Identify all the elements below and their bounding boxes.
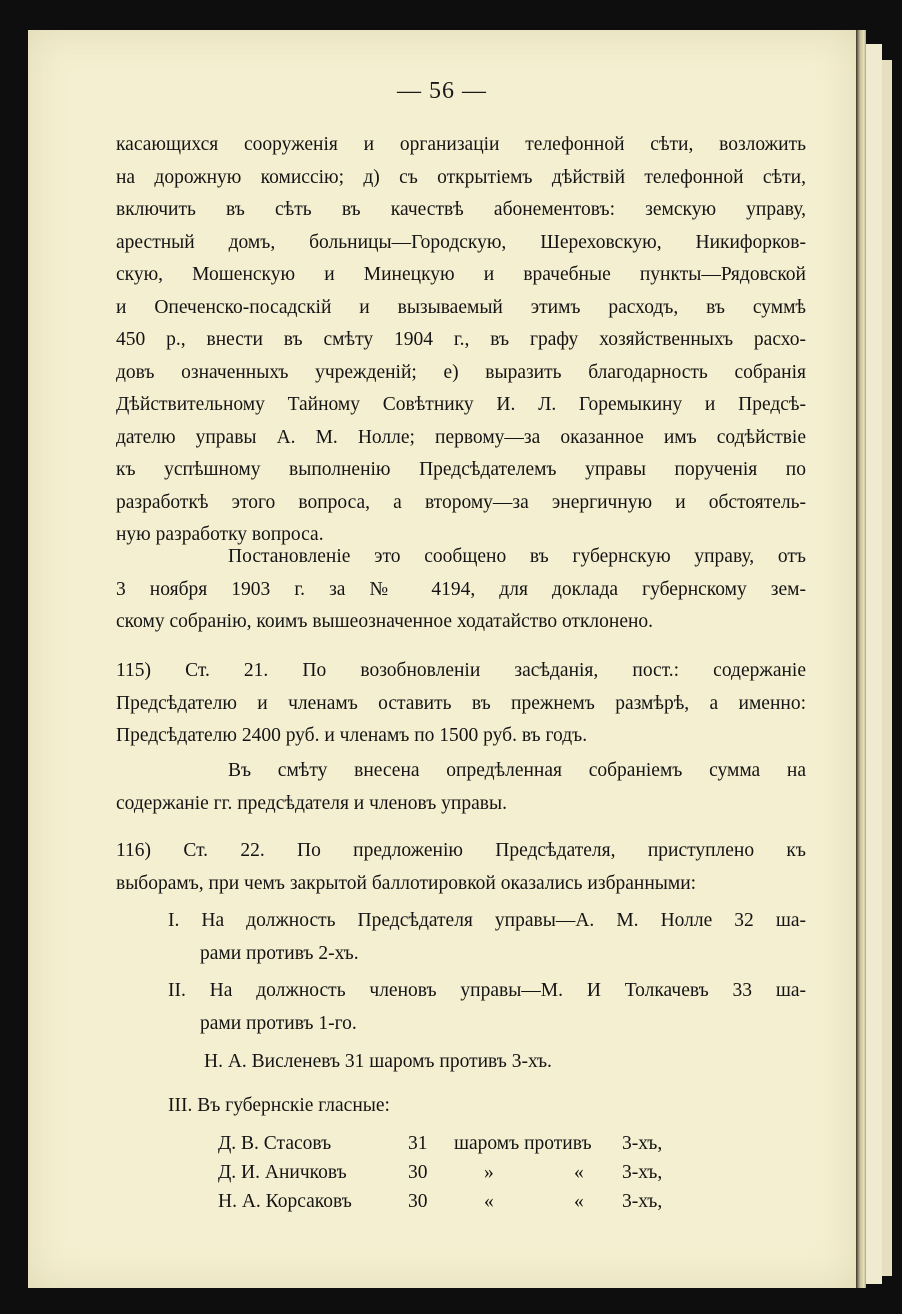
paragraph-3 bbox=[116, 655, 806, 753]
ditto-mark: « bbox=[484, 1191, 494, 1212]
text-line: включить въ сѣть въ качествѣ абонементовъ: земскую управу, bbox=[116, 199, 806, 220]
text-line: и Опеченско-посадскій и вызываемый этимъ расходъ, въ суммѣ bbox=[116, 296, 806, 318]
text-line: Предсѣдателю 2400 руб. и членамъ по 1500 руб. въ годъ. bbox=[116, 725, 588, 746]
text-line: 116) Ст. 22. По предложенію Предсѣдателя, приступлено къ bbox=[116, 840, 806, 861]
against-cell: 3-хъ, bbox=[622, 1133, 663, 1154]
name-cell: Д. И. Аничковъ bbox=[218, 1162, 347, 1183]
paragraph-1 bbox=[116, 129, 806, 552]
text-line: I. На должность Предсѣдателя управы—А. М. Нолле 32 ша- bbox=[168, 910, 806, 931]
text-line: ную разработку вопроса. bbox=[116, 524, 324, 545]
paragraph-4 bbox=[116, 755, 806, 820]
text-line: II. На должность членовъ управы—М. И Толкачевъ 33 ша- bbox=[168, 980, 806, 1001]
page-edge bbox=[866, 44, 882, 1284]
against-cell: 3-хъ, bbox=[622, 1191, 663, 1212]
against-cell: 3-хъ, bbox=[622, 1162, 663, 1183]
text-line: касающихся сооруженія и организаціи телефонной сѣти, возложить bbox=[116, 134, 806, 155]
text-line: арестный домъ, больницы—Городскую, Шереховскую, Никифорков- bbox=[116, 231, 806, 253]
paragraph-5 bbox=[116, 835, 806, 900]
text-line: къ успѣшному выполненію Предсѣдателемъ управы порученія по bbox=[116, 459, 806, 480]
text-line: 115) Ст. 21. По возобновленіи засѣданія, пост.: содержаніе bbox=[116, 660, 806, 681]
item-3: III. Въ губернскіе гласные: bbox=[168, 1095, 390, 1116]
item-1 bbox=[168, 905, 806, 970]
text-line: разработкѣ этого вопроса, а второму—за энергичную и обстоятель- bbox=[116, 491, 806, 513]
text-line: Постановленіе это сообщено въ губернскую управу, отъ bbox=[228, 546, 806, 567]
text-line: довъ означенныхъ учрежденій; е) выразить благодарность собранія bbox=[116, 361, 806, 383]
book-page bbox=[28, 30, 856, 1288]
text-line: скую, Мошенскую и Минецкую и врачебные пункты—Рядовской bbox=[116, 264, 806, 285]
votes-cell: 30 bbox=[408, 1162, 428, 1183]
text-line: скому собранію, коимъ вышеозначенное ходатайство отклонено. bbox=[116, 611, 654, 632]
text-line: дателю управы А. М. Нолле; первому—за оказанное имъ содѣйствіе bbox=[116, 426, 806, 448]
book-spine bbox=[856, 30, 866, 1288]
page-edge bbox=[882, 60, 892, 1276]
text-line: Предсѣдателю и членамъ оставить въ прежнемъ размѣрѣ, а именно: bbox=[116, 692, 806, 714]
text-line: содержаніе гг. предсѣдателя и членовъ управы. bbox=[116, 792, 507, 814]
votes-cell: 31 bbox=[408, 1133, 428, 1154]
text-line: Въ смѣту внесена опредѣленная собраніемъ сумма на bbox=[228, 760, 806, 781]
ditto-mark: « bbox=[574, 1191, 584, 1212]
text-line: рами противъ 2-хъ. bbox=[200, 942, 359, 964]
name-cell: Д. В. Стасовъ bbox=[218, 1133, 332, 1154]
text-line: рами противъ 1-го. bbox=[200, 1012, 357, 1034]
text-line: выборамъ, при чемъ закрытой баллотировкой оказались избранными: bbox=[116, 872, 697, 894]
page-number: — 56 — bbox=[397, 78, 487, 104]
text-line: 3 ноября 1903 г. за № 4194, для доклада губернскому зем- bbox=[116, 578, 806, 600]
votes-cell: 30 bbox=[408, 1191, 428, 1212]
ditto-mark: » bbox=[484, 1162, 494, 1183]
text-line: на дорожную комиссію; д) съ открытіемъ дѣйствій телефонной сѣти, bbox=[116, 166, 806, 188]
paragraph-2 bbox=[116, 541, 806, 639]
text-line: Дѣйствительному Тайному Совѣтнику И. Л. Горемыкину и Предсѣ- bbox=[116, 394, 806, 415]
item-2-continuation: Н. А. Висленевъ 31 шаромъ противъ 3-хъ. bbox=[204, 1051, 552, 1072]
item-2 bbox=[168, 975, 806, 1040]
word-cell: шаромъ противъ bbox=[454, 1133, 592, 1154]
ditto-mark: « bbox=[574, 1162, 584, 1183]
name-cell: Н. А. Корсаковъ bbox=[218, 1191, 352, 1212]
text-line: 450 р., внести въ смѣту 1904 г., въ графу хозяйственныхъ расхо- bbox=[116, 329, 806, 350]
